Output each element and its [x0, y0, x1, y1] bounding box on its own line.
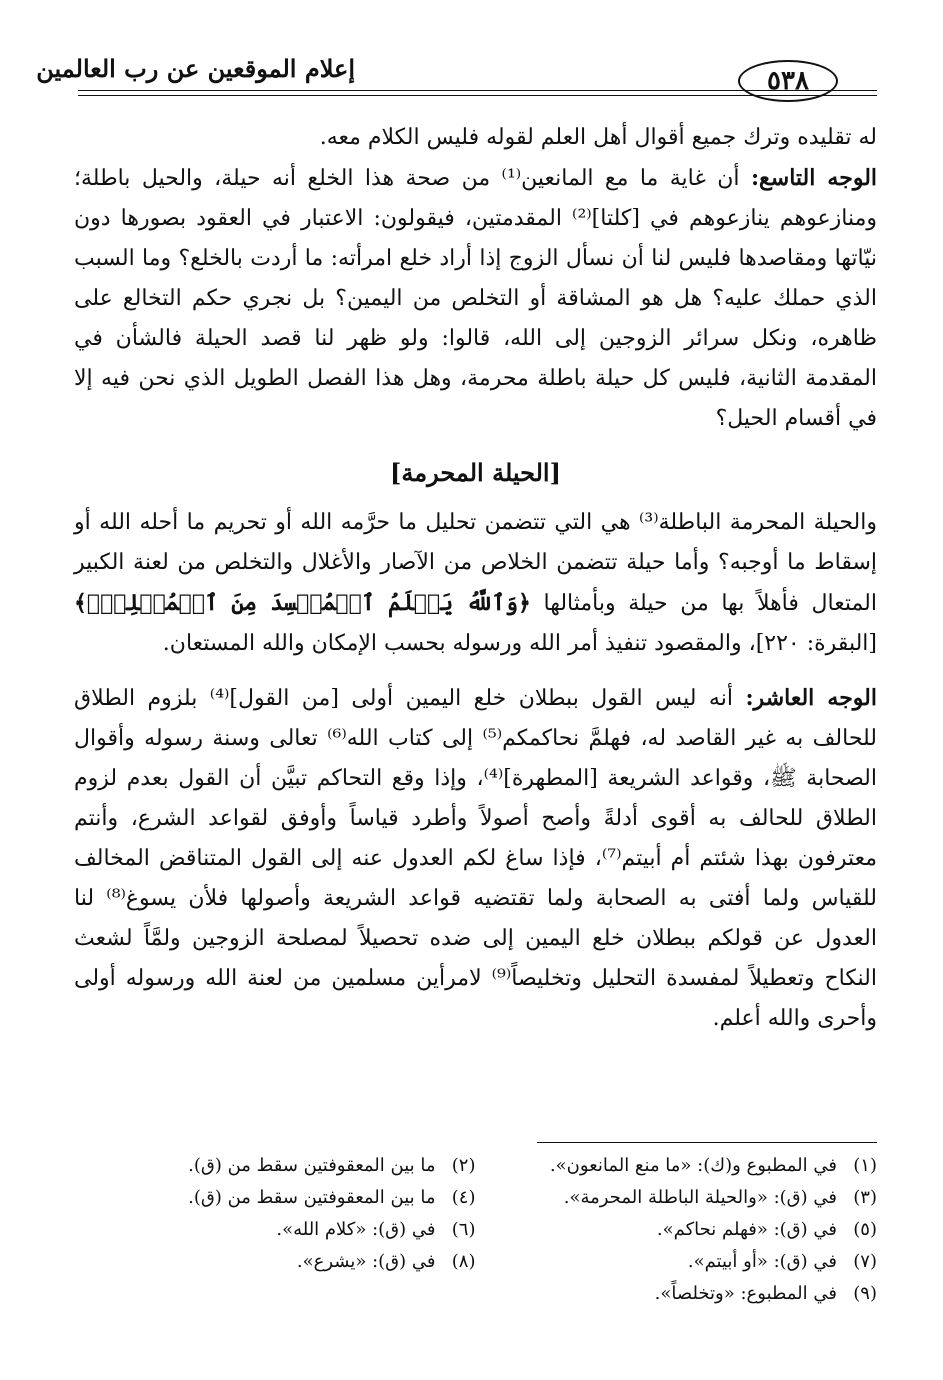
- footnote-text: في (ق): «كلام الله».: [276, 1219, 436, 1240]
- footnote-row: [74, 1246, 877, 1278]
- header-rule: [78, 90, 877, 91]
- paragraph-continuation: له تقليده وترك جميع أقوال أهل العلم لقوله فليس الكلام معه.: [319, 125, 877, 150]
- footnote-text: في المطبوع و(ك): «ما منع المانعون».: [549, 1155, 837, 1176]
- footnote: [74, 1182, 476, 1214]
- running-header-title: إعلام الموقعين عن رب العالمين: [36, 54, 355, 83]
- footnote-number: (٢): [451, 1155, 476, 1176]
- footnote: [74, 1214, 476, 1246]
- footnote-number: (٥): [853, 1219, 877, 1240]
- footnote-row: [74, 1278, 877, 1310]
- paragraph-ninth-aspect: [74, 158, 877, 439]
- footnote-number: (١): [853, 1155, 877, 1176]
- quran-verse: ﴿وَٱللَّهُ يَعۡلَمُ ٱلۡمُفۡسِدَ مِنَ ٱلۡمُصۡلِحِۚ﴾: [74, 590, 531, 616]
- forbidden-trick-text-a: والحيلة المحرمة الباطلة⁽³⁾ هي التي تتضمن تحليل ما حرَّمه الله أو تحريم ما أحله الله أو إسقاط ما أوجبه؟ وأما حيلة تتضمن الخلاص من الآصار والأغلال والتخلص من لعنة الكبير المتعال فأهلاً بها من حيلة وبأمثالها: [74, 510, 878, 616]
- main-text: [74, 118, 877, 1039]
- footnote-text: في (ق): «والحيلة الباطلة المحرمة».: [563, 1187, 837, 1208]
- footnote-text: في المطبوع: «وتخلصاً».: [654, 1283, 837, 1304]
- footnote-text: في (ق): «يشرع».: [296, 1251, 436, 1272]
- paragraph-gap: [74, 664, 877, 678]
- footnote: [476, 1278, 878, 1310]
- footnote-text: ما بين المعقوفتين سقط من (ق).: [188, 1155, 436, 1176]
- footnote-number: (٨): [451, 1251, 476, 1272]
- forbidden-trick-text-b: [البقرة: ٢٢٠]، والمقصود تنفيذ أمر الله ورسوله بحسب الإمكان والله المستعان.: [162, 631, 877, 656]
- tenth-aspect-heading: الوجه العاشر:: [745, 685, 877, 711]
- footnote-number: (٧): [853, 1251, 877, 1272]
- footnote: [476, 1182, 878, 1214]
- footnote-text: ما بين المعقوفتين سقط من (ق).: [188, 1187, 436, 1208]
- paragraph-tenth-aspect: [74, 678, 877, 1039]
- footnote-separator: [537, 1142, 877, 1143]
- footnote-row: [74, 1182, 877, 1214]
- footnote-row: [74, 1214, 877, 1246]
- footnote: [74, 1246, 476, 1278]
- page-number: ٥٣٨: [767, 66, 809, 96]
- footnote-row: [74, 1150, 877, 1182]
- ninth-aspect-heading: الوجه التاسع:: [750, 165, 878, 191]
- footnote-number: (٣): [853, 1187, 877, 1208]
- footnote-number: (٦): [451, 1219, 476, 1240]
- footnote-number: (٤): [451, 1187, 476, 1208]
- ninth-aspect-text: أن غاية ما مع المانعين⁽¹⁾ من صحة هذا الخلع أنه حيلة، والحيل باطلة؛ ومنازعوهم ينازعوهم في [كلتا]⁽²⁾ المقدمتين، فيقولون: الاعتبار في العقود بصورها دون نيّاتها ومقاصدها فليس لنا أن نسأل الزوج إذا أراد خلع امرأته: ما أردت بالخلع؟ وما السبب الذي حملك عليه؟ هل هو المشاقة أو التخلص من اليمين؟ بل نجري حكم التخالع على ظاهره، ونكل سرائر الزوجين إلى الله، قالوا: ولو ظهر لنا قصد الحيلة فالشأن في المقدمة الثانية، فليس كل حيلة باطلة محرمة، وهل هذا الفصل الطويل الذي نحن فيه إلا في أقسام الحيل؟: [74, 166, 877, 431]
- footnote: [74, 1150, 476, 1182]
- footnote-number: (٩): [853, 1283, 877, 1304]
- footnote: [476, 1214, 878, 1246]
- footnote: [476, 1150, 878, 1182]
- tenth-aspect-text: أنه ليس القول ببطلان خلع اليمين أولى [من القول]⁽⁴⁾ بلزوم الطلاق للحالف به غير القاصد له، فهلمَّ نحاكمكم⁽⁵⁾ إلى كتاب الله⁽⁶⁾ تعالى وسنة رسوله وأقوال الصحابة ﷺ، وقواعد الشريعة [المطهرة]⁽⁴⁾، وإذا وقع التحاكم تبيَّن أن القول بعدم لزوم الطلاق للحالف به أقوى أدلةً وأصح أصولاً وأطرد قياساً وأوفق لقواعد الشرع، وأنتم معترفون بهذا شئتم أم أبيتم⁽⁷⁾، فإذا ساغ لكم العدول عنه إلى القول المتناقض المخالف للقياس ولما أفتى به الصحابة ولما تقتضيه قواعد الشريعة وأصولها فلأن يسوغ⁽⁸⁾ لنا العدول عن قولكم ببطلان خلع اليمين إلى ضده تحصيلاً لمصلحة الزوجين ولمَّاً لشعث النكاح وتعطيلاً لمفسدة التحليل وتخليصاً⁽⁹⁾ لامرأين مسلمين من لعنة الله ورسوله أولى وأحرى والله أعلم.: [74, 686, 878, 1031]
- section-title: [الحيلة المحرمة]: [390, 458, 561, 487]
- footnote-text: في (ق): «أو أبيتم».: [687, 1251, 837, 1272]
- paragraph-forbidden-trick: [74, 503, 877, 664]
- footnote-text: في (ق): «فهلم نحاكم».: [656, 1219, 837, 1240]
- footnote: [476, 1246, 878, 1278]
- header-rule-double: [78, 95, 877, 96]
- footnotes: [74, 1150, 877, 1310]
